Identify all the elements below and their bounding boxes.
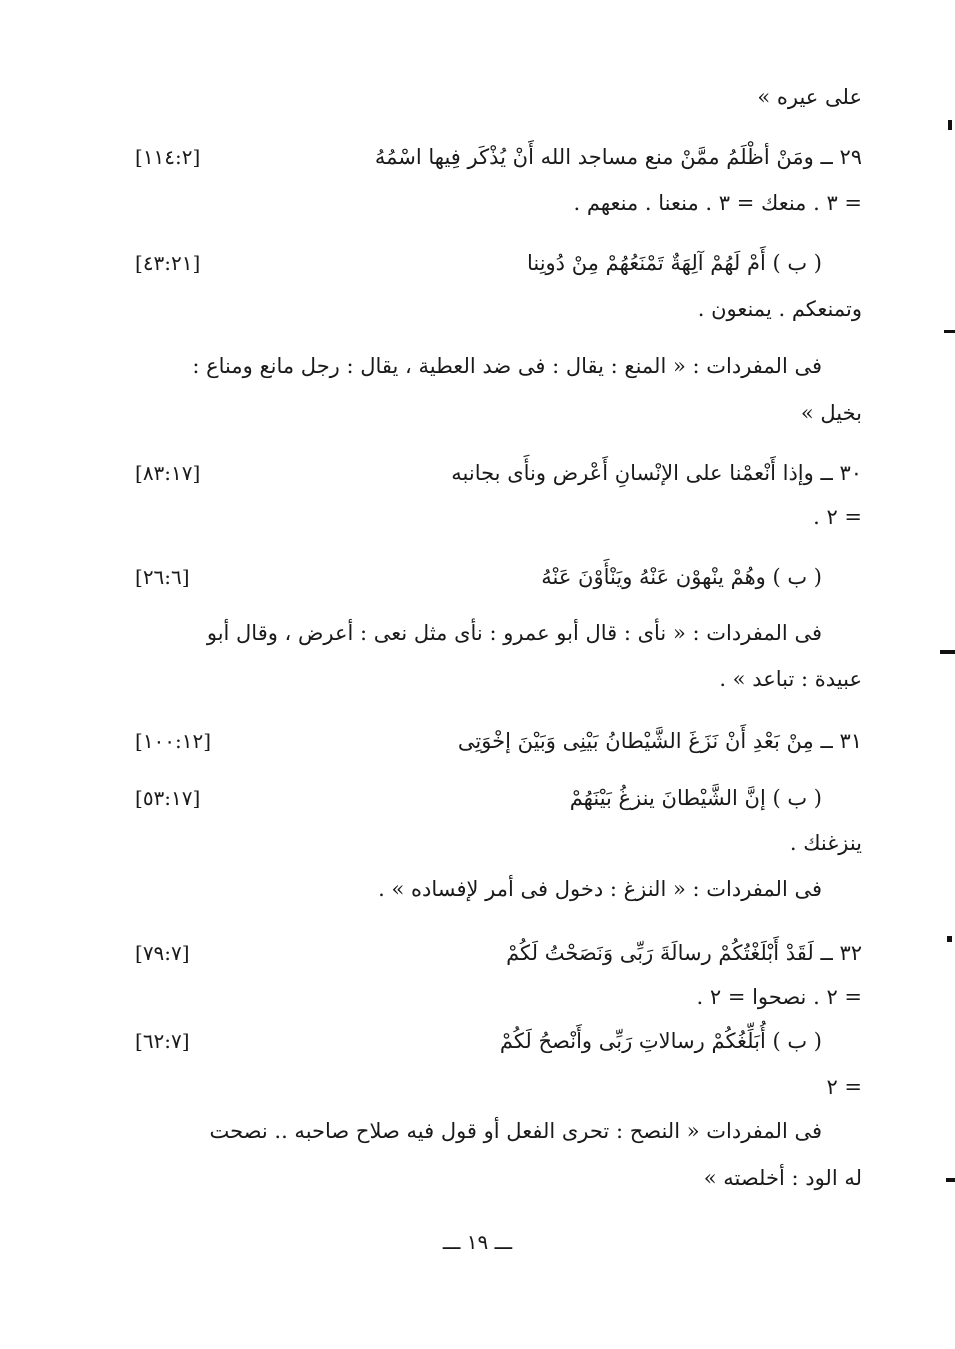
verse-line	[135, 777, 862, 819]
text-line	[135, 1157, 862, 1199]
verse-text: ٢٩ ــ ومَنْ أظْلَمُ ممَّنْ منع مساجد الله أَنْ يُذْكَر فِيها اسْمُهُ	[374, 145, 862, 169]
scan-mark	[946, 1178, 955, 1182]
verse-reference: [٤٣:٢١]	[135, 251, 201, 275]
line-text: بخيل »	[800, 401, 862, 425]
text-line	[135, 976, 862, 1018]
text-line	[135, 822, 862, 864]
verse-reference: [٢٦:٦]	[135, 565, 190, 589]
verse-line	[135, 556, 862, 598]
text-line	[135, 868, 862, 910]
text-line	[135, 288, 862, 330]
verse-reference: [٧٩:٧]	[135, 941, 190, 965]
line-text: فى المفردات « النصح : تحرى الفعل أو قول فيه صلاح صاحبه .. نصحت	[209, 1119, 822, 1143]
line-text: فى المفردات : « نأى : قال أبو عمرو : نأى مثل نعى : أعرض ، وقال أبو	[206, 621, 822, 645]
text-line	[135, 658, 862, 700]
line-text: ينزغنك .	[789, 831, 862, 855]
text-line	[135, 1110, 862, 1152]
line-text: = ٢	[826, 1075, 862, 1099]
page-number: ـــ ١٩ ـــ	[442, 1230, 513, 1254]
verse-text: ( ب ) أُبَلِّغُكُمْ رسالاتِ رَبِّى وأَنْصحُ لَكُمْ	[499, 1029, 822, 1053]
line-text: وتمنعكم . يمنعون .	[697, 297, 862, 321]
line-text: له الود : أخلصته »	[703, 1166, 862, 1190]
verse-text: ٣٢ ــ لَقَدْ أَبْلَغْتُكُمْ رسالَةَ رَبِّى وَنَصَحْتُ لَكُمْ	[506, 941, 862, 965]
line-text: على عيره »	[757, 85, 862, 109]
text-line	[135, 1066, 862, 1108]
line-text: = ٢ .	[813, 505, 862, 529]
text-line	[135, 496, 862, 538]
verse-line	[135, 1020, 862, 1062]
verse-text: ( ب ) إنَّ الشَّيْطانَ ينزغُ بَيْنَهُمْ	[569, 786, 822, 810]
line-text: = ٢ . نصحوا = ٢ .	[696, 985, 862, 1009]
text-line	[135, 182, 862, 224]
text-line	[135, 392, 862, 434]
verse-line	[135, 720, 862, 762]
verse-line	[135, 242, 862, 284]
verse-reference: [٦٢:٧]	[135, 1029, 190, 1053]
text-line	[135, 612, 862, 654]
line-text: فى المفردات : « النزغ : دخول فى أمر لإفساده » .	[378, 877, 822, 901]
verse-text: ٣١ ــ مِنْ بَعْدِ أَنْ نَزَغَ الشَّيْطانُ بَيْنِى وَبَيْنَ إخْوَتِى	[457, 729, 862, 753]
line-text: عبيدة : تباعد » .	[719, 667, 862, 691]
verse-text: ( ب ) وهُمْ ينْهوْن عَنْهُ ويَنْأَوْنَ عَنْهُ	[541, 565, 822, 589]
verse-reference: [١١٤:٢]	[135, 145, 201, 169]
verse-reference: [٥٣:١٧]	[135, 786, 201, 810]
line-text: فى المفردات : « المنع : يقال : فى ضد العطية ، يقال : رجل مانع ومناع :	[192, 354, 822, 378]
verse-text: ( ب ) أَمْ لَهُمْ آلِهَةٌ تَمْنَعُهُمْ مِنْ دُونِنا	[526, 251, 822, 275]
scan-mark	[940, 650, 955, 654]
text-line	[135, 76, 862, 118]
line-text: = ٣ . منعك = ٣ . منعنا . منعهم .	[573, 191, 862, 215]
verse-line	[135, 452, 862, 494]
verse-reference: [٨٣:١٧]	[135, 461, 201, 485]
text-line	[135, 345, 862, 387]
verse-reference: [١٠٠:١٢]	[135, 729, 212, 753]
scan-mark	[948, 120, 952, 130]
verse-line	[135, 932, 862, 974]
scan-mark	[947, 936, 952, 942]
scan-mark	[944, 330, 955, 333]
verse-line	[135, 136, 862, 178]
verse-text: ٣٠ ــ وإذا أَنْعمْنا على الإنْسانِ أَعْرض ونأَى بجانبه	[451, 461, 862, 485]
